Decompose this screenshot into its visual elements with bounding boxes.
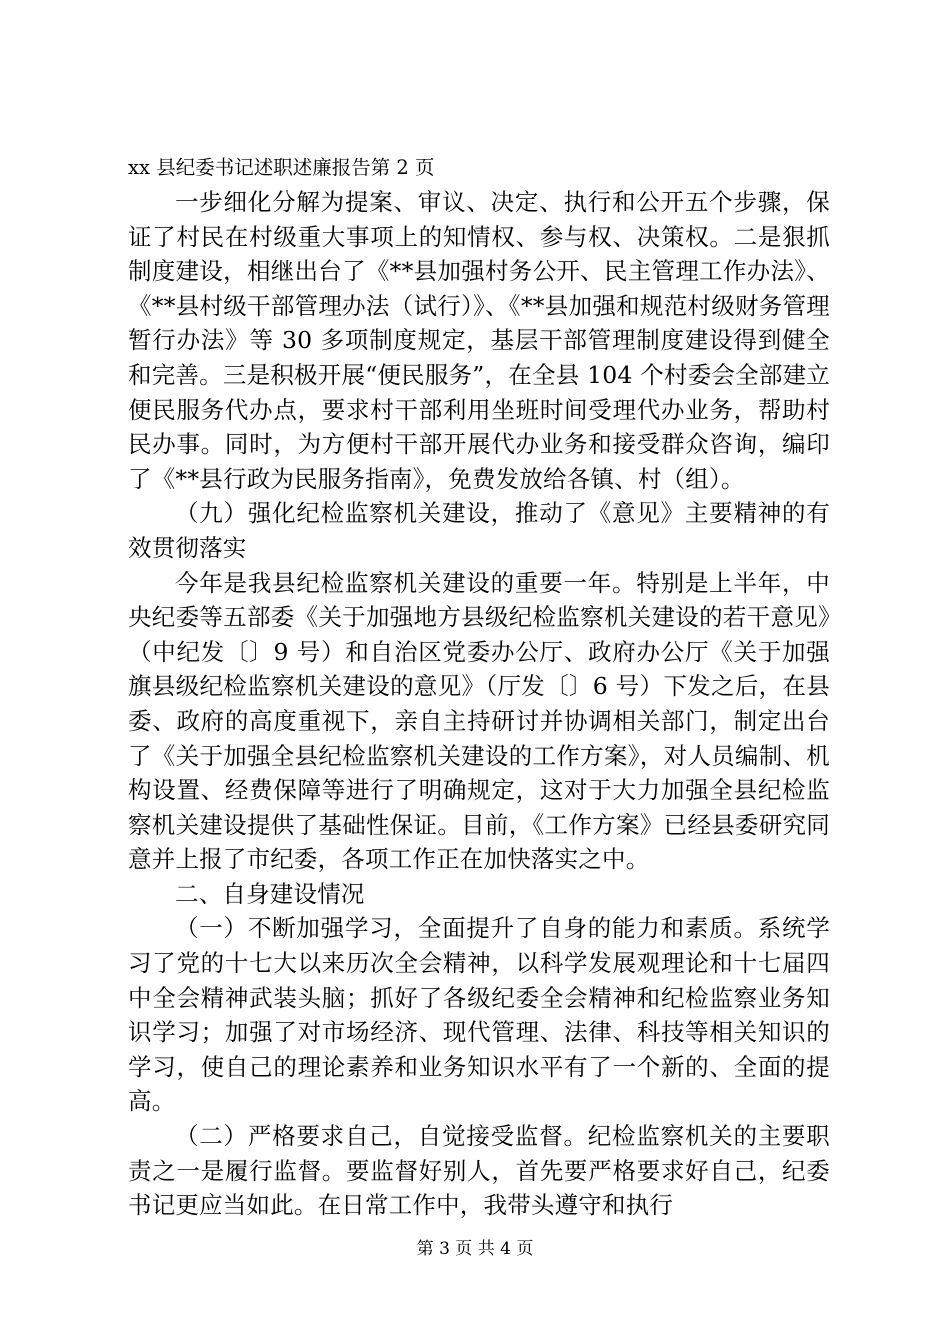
section-heading-self-construction: 二、自身建设情况 — [175, 879, 365, 908]
paragraph-accept-supervision: （二）严格要求自己，自觉接受监督。纪检监察机关的主要职责之一是履行监督。要监督好别人，首先要严格要求好自己，纪委书记更应当如此。在日常工作中，我带头遵守和执行 — [128, 1122, 830, 1220]
page-footer: 第 3 页 共 4 页 — [416, 1239, 534, 1259]
paragraph-village-affairs: 一步细化分解为提案、审议、决定、执行和公开五个步骤，保证了村民在村级重大事项上的知情权、参与权、决策权。二是狠抓制度建设，相继出台了《**县加强村务公开、民主管理工作办法》、《**县村级干部管理办法（试行）》、《**县加强和规范村级财务管理暂行办法》等 30 多项制度规定，基层干部管理制度建设得到健全和完善。三是积极开展“便民服务”，在全县 104 个村委会全部建立便民服务代办点，要求村干部利用坐班时间受理代办业务，帮助村民办事。同时，为方便村干部开展代办业务和接受群众咨询，编印了《**县行政为民服务指南》，免费发放给各镇、村（组）。 — [128, 188, 830, 493]
paragraph-agency-construction: 今年是我县纪检监察机关建设的重要一年。特别是上半年，中央纪委等五部委《关于加强地方县级纪检监察机关建设的若干意见》（中纪发〔〕9 号）和自治区党委办公厅、政府办公厅《关于加强旗县级纪检监察机关建设的意见》（厅发〔〕6 号）下发之后，在县委、政府的高度重视下，亲自主持研讨并协调相关部门，制定出台了《关于加强全县纪检监察机关建设的工作方案》，对人员编制、机构设置、经费保障等进行了明确规定，这对于大力加强全县纪检监察机关建设提供了基础性保证。目前，《工作方案》已经县委研究同意并上报了市纪委，各项工作正在加快落实之中。 — [128, 568, 830, 874]
running-title: xx 县纪委书记述职述廉报告第 2 页 — [128, 156, 435, 179]
document-body — [128, 151, 830, 1223]
paragraph-strengthen-learning: （一）不断加强学习，全面提升了自身的能力和素质。系统学习了党的十七大以来历次全会精神，以科学发展观理论和十七届四中全会精神武装头脑；抓好了各级纪委全会精神和纪检监察业务知识学习；加强了对市场经济、现代管理、法律、科技等相关知识的学习，使自己的理论素养和业务知识水平有了一个新的、全面的提高。 — [128, 914, 830, 1116]
paragraph-section-nine-heading: （九）强化纪检监察机关建设，推动了《意见》主要精神的有效贯彻落实 — [128, 499, 830, 562]
